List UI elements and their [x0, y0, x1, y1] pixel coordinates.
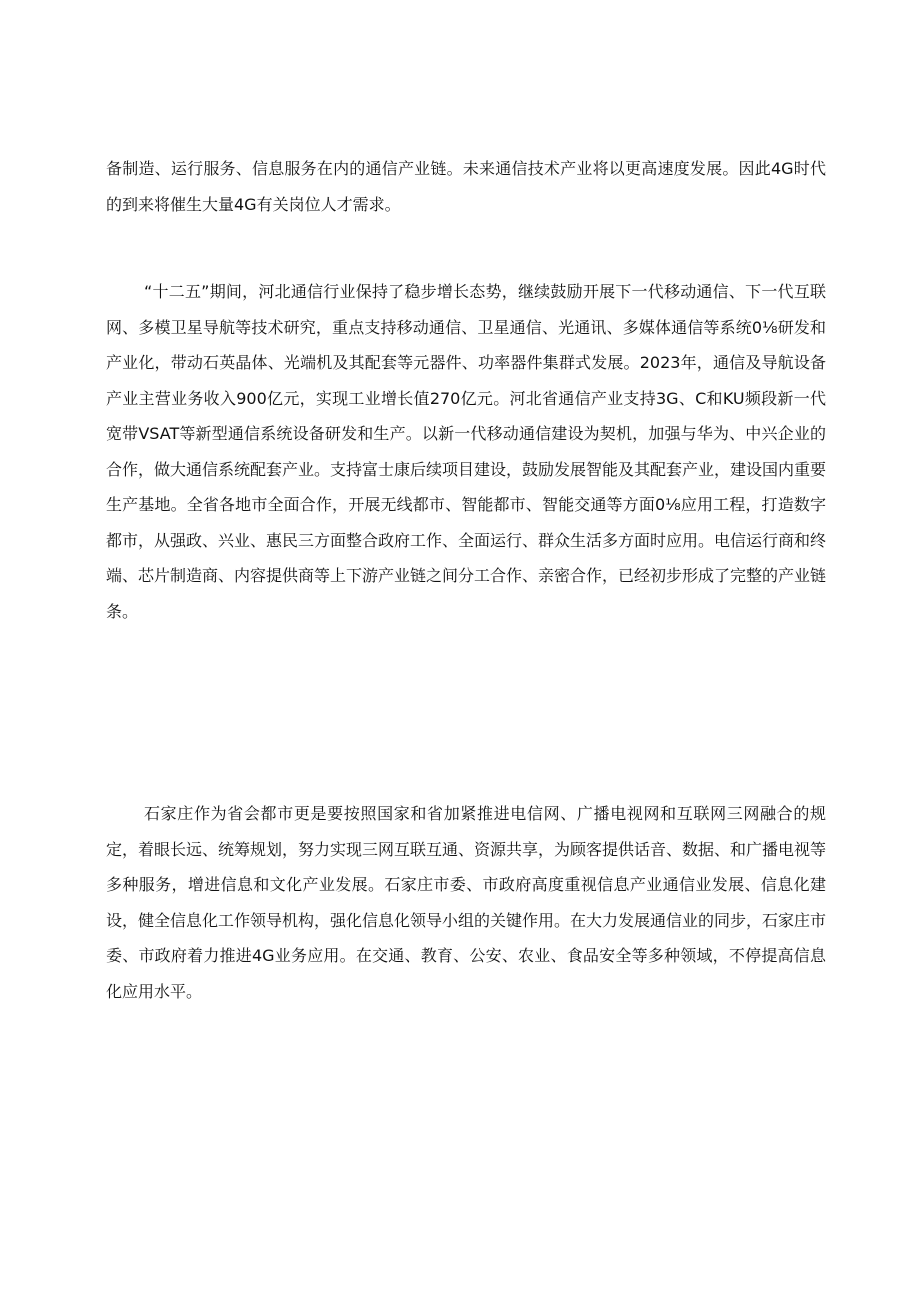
paragraph-3: 石家庄作为省会都市更是要按照国家和省加紧推进电信网、广播电视网和互联网三网融合的规定，着眼长远、统筹规划，努力实现三网互联互通、资源共享，为顾客提供话音、数据、和广播电视等多种服务，增进信息和文化产业发展。石家庄市委、市政府高度重视信息产业通信业发展、信息化建设，健全信息化工作领导机构，强化信息化领导小组的关键作用。在大力发展通信业的同步，石家庄市委、市政府着力推进4G业务应用。在交通、教育、公安、农业、食品安全等多种领域，不停提高信息化应用水平。 [106, 804, 827, 1001]
paragraph-2: “十二五”期间，河北通信行业保持了稳步增长态势，继续鼓励开展下一代移动通信、下一代互联网、多模卫星导航等技术研究，重点支持移动通信、卫星通信、光通讯、多媒体通信等系统0⅛研发和产业化，带动石英晶体、光端机及其配套等元器件、功率器件集群式发展。2023年，通信及导航设备产业主营业务收入900亿元，实现工业增长值270亿元。河北省通信产业支持3G、C和KU频段新一代宽带VSAT等新型通信系统设备研发和生产。以新一代移动通信建设为契机，加强与华为、中兴企业的合作，做大通信系统配套产业。支持富士康后续项目建设，鼓励发展智能及其配套产业，建设国内重要生产基地。全省各地市全面合作，开展无线都市、智能都市、智能交通等方面0⅛应用工程，打造数字都市，从强政、兴业、惠民三方面整合政府工作、全面运行、群众生活多方面时应用。电信运行商和终端、芯片制造商、内容提供商等上下游产业链之间分工合作、亲密合作，已经初步形成了完整的产业链条。 [106, 282, 827, 621]
paragraph-1: 备制造、运行服务、信息服务在内的通信产业链。未来通信技术产业将以更高速度发展。因此4G时代的到来将催生大量4G有关岗位人才需求。 [106, 159, 826, 214]
